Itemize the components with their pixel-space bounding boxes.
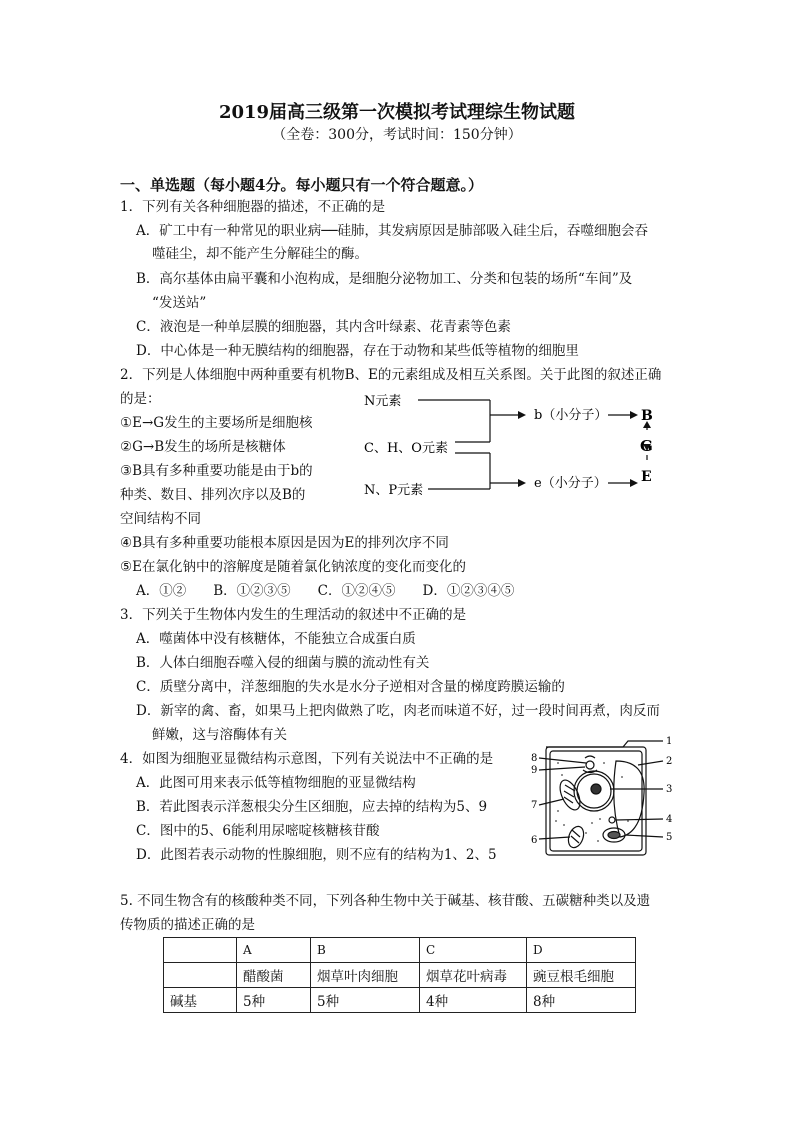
table-cell: C bbox=[420, 938, 527, 963]
table-cell: 5种 bbox=[237, 988, 311, 1013]
table-cell: 烟草叶肉细胞 bbox=[311, 963, 420, 988]
table-cell: 豌豆根毛细胞 bbox=[527, 963, 636, 988]
label-G: G bbox=[640, 437, 653, 455]
cell-label-2: 2 bbox=[666, 756, 673, 767]
table-cell: 烟草花叶病毒 bbox=[420, 963, 527, 988]
page-subtitle: （全卷：300分，考试时间：150分钟） bbox=[272, 127, 522, 143]
q2-statement-5: ⑤E在氯化钠中的溶解度是随着氯化钠浓度的变化而变化的 bbox=[120, 559, 466, 575]
q5-stem-cont: 传物质的描述正确的是 bbox=[120, 917, 255, 933]
table-cell bbox=[164, 963, 237, 988]
table-row bbox=[164, 988, 636, 1013]
table-cell: 5种 bbox=[311, 988, 420, 1013]
cell-label-5: 5 bbox=[666, 832, 673, 843]
q3-option-c: C．质壁分离中，洋葱细胞的失水是水分子逆相对含量的梯度跨膜运输的 bbox=[136, 679, 565, 695]
q4-option-d: D．此图若表示动物的性腺细胞，则不应有的结构为1、2、5 bbox=[136, 847, 497, 863]
table-cell: D bbox=[527, 938, 636, 963]
q2-statement-3-cont: 种类、数目、排列次序以及B的 bbox=[120, 487, 306, 503]
q2-stem: 2．下列是人体细胞中两种重要有机物B、E的元素组成及相互关系图。关于此图的叙述正确 bbox=[120, 367, 662, 383]
q5-stem: 5. 不同生物含有的核酸种类不同，下列各种生物中关于碱基、核苷酸、五碳糖种类以及遗 bbox=[120, 893, 651, 909]
q2-statement-1: ①E→G发生的主要场所是细胞核 bbox=[120, 415, 313, 431]
q4-option-b: B．若此图表示洋葱根尖分生区细胞，应去掉的结构为5、9 bbox=[136, 799, 488, 815]
element-relationship-diagram bbox=[350, 385, 670, 505]
table-header-row bbox=[164, 938, 636, 963]
q2-statement-2: ②G→B发生的场所是核糖体 bbox=[120, 439, 286, 455]
q2-statement-3: ③B具有多种重要功能是由于b的 bbox=[120, 463, 313, 479]
label-chon-element: C、H、O元素 bbox=[364, 441, 448, 456]
q2-statement-4: ④B具有多种重要功能根本原因是因为E的排列次序不同 bbox=[120, 535, 449, 551]
q3-option-d-cont: 鲜嫩，这与溶酶体有关 bbox=[152, 727, 287, 743]
q1-stem: 1．下列有关各种细胞器的描述，不正确的是 bbox=[120, 199, 386, 215]
cell-label-6: 6 bbox=[531, 835, 538, 846]
q1-option-b-cont: “发送站” bbox=[152, 295, 207, 311]
label-B: B bbox=[641, 408, 653, 424]
q5-table bbox=[163, 937, 636, 1013]
q2-stem-cont: 的是： bbox=[120, 391, 161, 407]
label-n-element: N元素 bbox=[364, 394, 402, 409]
q1-option-b: B．高尔基体由扁平囊和小泡构成，是细胞分泌物加工、分类和包装的场所“车间”及 bbox=[136, 271, 633, 287]
cell-label-8: 8 bbox=[531, 753, 538, 764]
q4-option-a: A．此图可用来表示低等植物细胞的亚显微结构 bbox=[136, 775, 416, 791]
cell-structure-diagram bbox=[528, 733, 678, 863]
table-cell: 醋酸菌 bbox=[237, 963, 311, 988]
cell-label-4: 4 bbox=[666, 814, 673, 825]
label-E: E bbox=[641, 469, 652, 485]
q1-option-c: C．液泡是一种单层膜的细胞器，其内含叶绿素、花青素等色素 bbox=[136, 319, 511, 335]
section-heading: 一、单选题（每小题4分。每小题只有一个符合题意。） bbox=[120, 176, 483, 194]
cell-label-3: 3 bbox=[666, 784, 673, 795]
table-cell: 8种 bbox=[527, 988, 636, 1013]
q3-option-d: D．新宰的禽、畜，如果马上把肉做熟了吃，肉老而味道不好，过一段时间再煮，肉反而 bbox=[136, 703, 660, 719]
q3-option-a: A．噬菌体中没有核糖体，不能独立合成蛋白质 bbox=[136, 631, 416, 647]
q3-stem: 3．下列关于生物体内发生的生理活动的叙述中不正确的是 bbox=[120, 607, 467, 623]
table-cell: A bbox=[237, 938, 311, 963]
table-cell: 4种 bbox=[420, 988, 527, 1013]
q2-options: A．①② B．①②③⑤ C．①②④⑤ D．①②③④⑤ bbox=[136, 583, 515, 599]
q1-option-a-cont: 噬硅尘，却不能产生分解硅尘的酶。 bbox=[152, 246, 368, 262]
cell-label-1: 1 bbox=[666, 736, 673, 747]
cell-label-7: 7 bbox=[531, 800, 538, 811]
table-row bbox=[164, 963, 636, 988]
q1-option-a: A．矿工中有一种常见的职业病──硅肺，其发病原因是肺部吸入硅尘后，吞噬细胞会吞 bbox=[136, 223, 649, 239]
q4-stem: 4．如图为细胞亚显微结构示意图，下列有关说法中不正确的是 bbox=[120, 751, 494, 767]
q2-statement-3-cont2: 空间结构不同 bbox=[120, 511, 201, 527]
cell-label-9: 9 bbox=[531, 765, 538, 776]
table-cell: 碱基 bbox=[164, 988, 237, 1013]
q4-option-c: C．图中的5、6能利用尿嘧啶核糖核苷酸 bbox=[136, 823, 380, 839]
table-cell: B bbox=[311, 938, 420, 963]
q1-option-d: D．中心体是一种无膜结构的细胞器，存在于动物和某些低等植物的细胞里 bbox=[136, 343, 579, 359]
label-e-small-molecule: e（小分子） bbox=[534, 476, 607, 491]
table-cell bbox=[164, 938, 237, 963]
label-b-small-molecule: b（小分子） bbox=[534, 408, 608, 423]
q3-option-b: B．人体白细胞吞噬入侵的细菌与膜的流动性有关 bbox=[136, 655, 430, 671]
label-np-element: N、P元素 bbox=[364, 483, 424, 498]
page-title: 2019届高三级第一次模拟考试理综生物试题 bbox=[218, 102, 576, 123]
